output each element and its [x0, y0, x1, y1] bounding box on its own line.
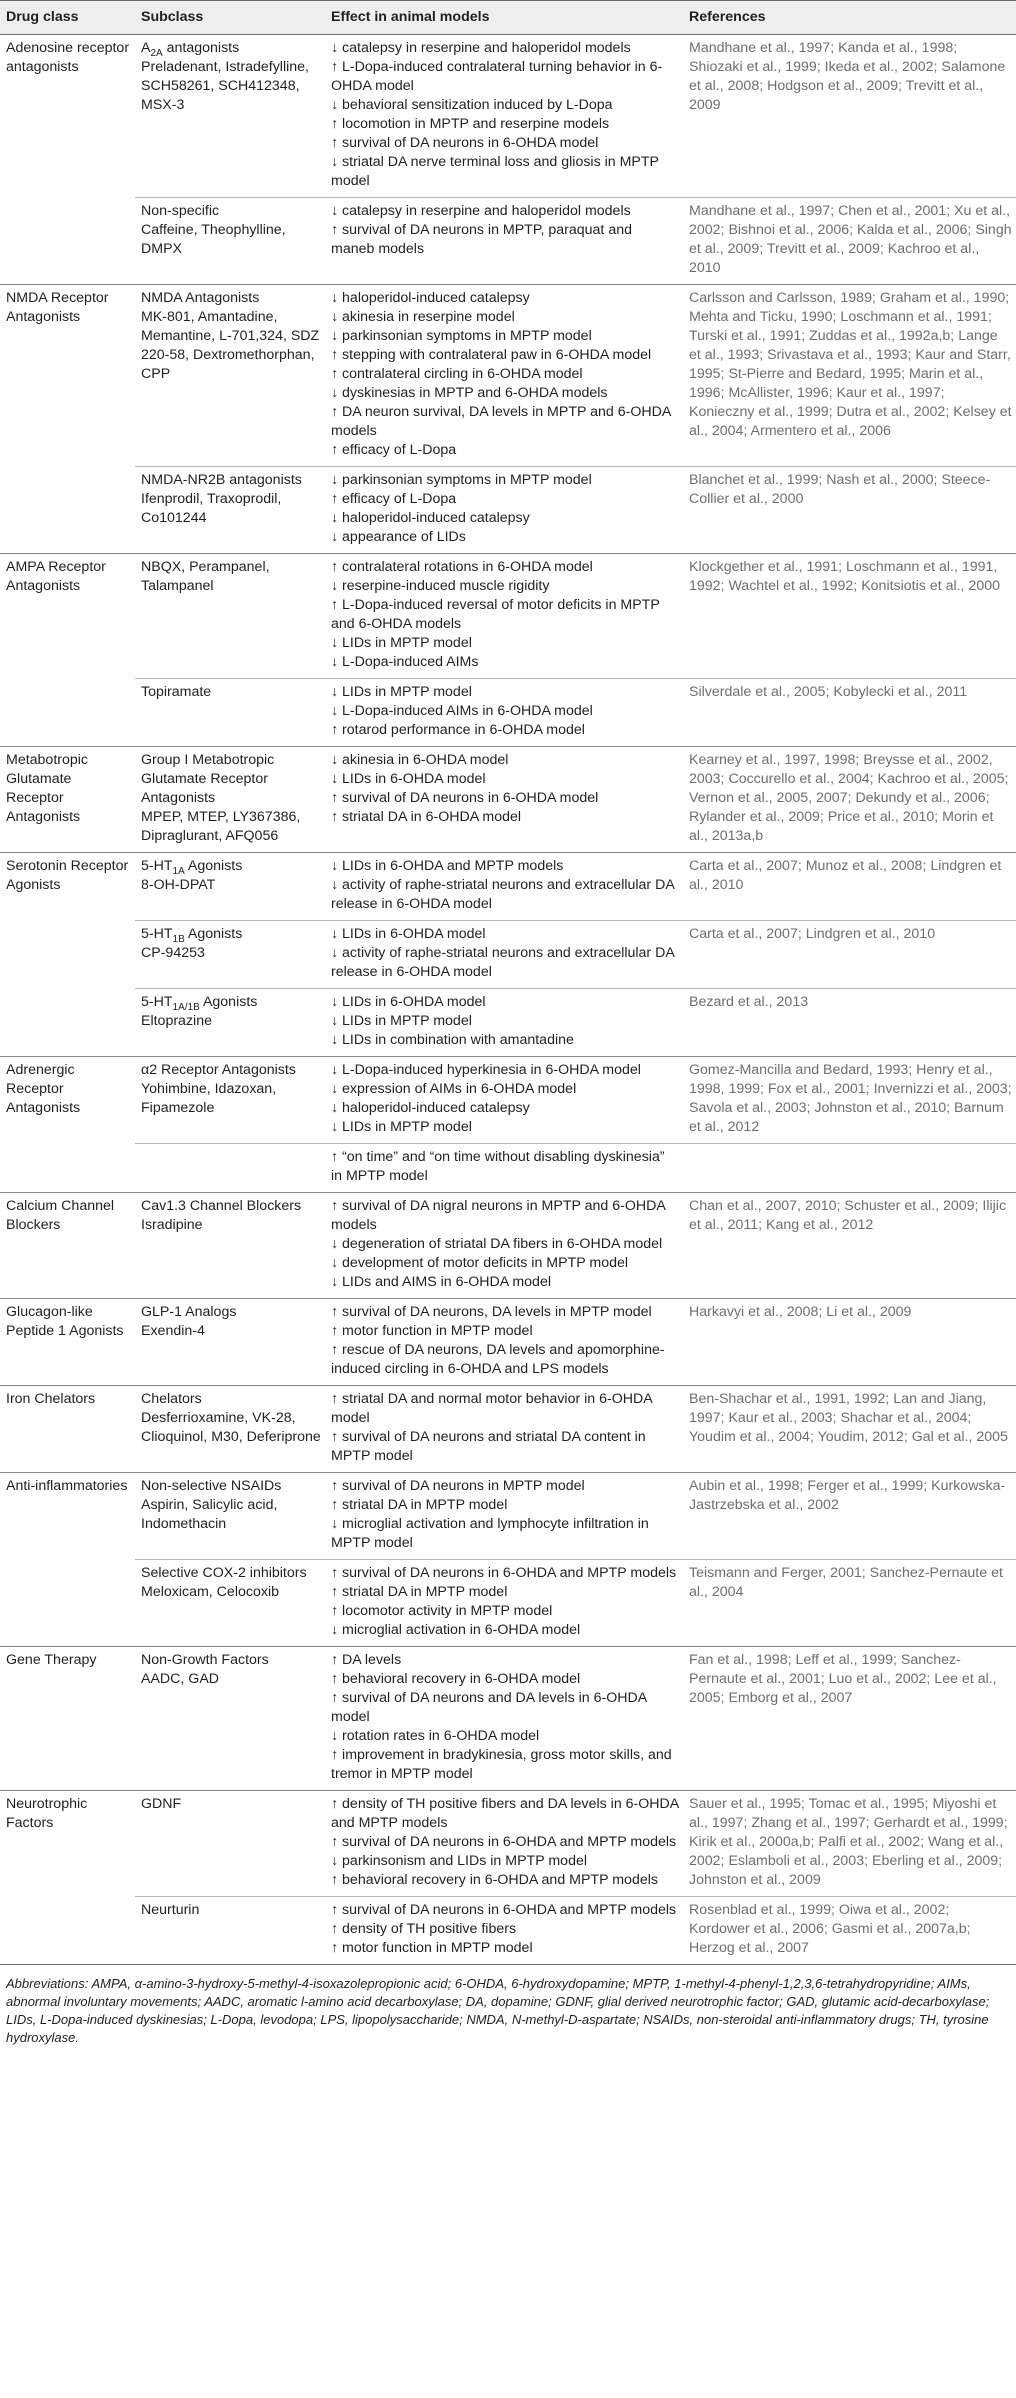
effect-item: ↓ L-Dopa-induced AIMs in 6-OHDA model [331, 703, 593, 719]
effect-item: ↓ akinesia in 6-OHDA model [331, 752, 509, 768]
effect-item: ↓ LIDs and AIMS in 6-OHDA model [331, 1274, 551, 1290]
effects-cell [325, 1473, 683, 1560]
effect-item: ↑ L-Dopa-induced contralateral turning behavior in 6-OHDA model [331, 59, 663, 94]
effect-item: ↓ parkinsonian symptoms in MPTP model [331, 328, 592, 344]
effects-cell [325, 853, 683, 921]
effects-cell [325, 35, 683, 198]
effects-cell [325, 1299, 683, 1386]
effect-item: ↑ behavioral recovery in 6-OHDA and MPTP models [331, 1872, 658, 1888]
effect-item: ↓ parkinsonism and LIDs in MPTP model [331, 1853, 588, 1869]
subclass-title: NBQX, Perampanel, Talampanel [141, 559, 270, 594]
effect-item: ↓ LIDs in MPTP model [331, 1013, 472, 1029]
effects-cell [325, 1144, 683, 1193]
table-row [0, 1386, 1016, 1473]
subclass-cell [135, 679, 325, 747]
effect-item: ↓ LIDs in MPTP model [331, 684, 472, 700]
effect-item: ↑ behavioral recovery in 6-OHDA model [331, 1671, 581, 1687]
table-row [0, 1560, 1016, 1647]
effect-item: ↓ parkinsonian symptoms in MPTP model [331, 472, 592, 488]
effect-item: ↓ activity of raphe-striatal neurons and extracellular DA release in 6-OHDA model [331, 877, 675, 912]
drug-class-cell: Iron Chelators [0, 1386, 135, 1473]
table-row [0, 921, 1016, 989]
subclass-title: GDNF [141, 1796, 182, 1812]
effect-item: ↓ haloperidol-induced catalepsy [331, 290, 530, 306]
drug-class-cell: Gene Therapy [0, 1647, 135, 1791]
effects-cell [325, 1897, 683, 1965]
effects-cell [325, 1560, 683, 1647]
effect-item: ↑ striatal DA and normal motor behavior in 6-OHDA model [331, 1391, 652, 1426]
subclass-cell [135, 1897, 325, 1965]
effect-item: ↓ development of motor deficits in MPTP model [331, 1255, 629, 1271]
references-cell: Mandhane et al., 1997; Chen et al., 2001; Xu et al., 2002; Bishnoi et al., 2006; Kalda et al., 2006; Singh et al., 2009; Trevitt et al., 2009; Kachroo et al., 2010 [683, 198, 1016, 285]
subclass-agents: Yohimbine, Idazoxan, Fipamezole [141, 1081, 277, 1116]
effect-item: ↑ contralateral rotations in 6-OHDA model [331, 559, 593, 575]
effect-item: ↑ rotarod performance in 6-OHDA model [331, 722, 585, 738]
effect-item: ↓ degeneration of striatal DA fibers in 6-OHDA model [331, 1236, 663, 1252]
effect-item: ↑ survival of DA neurons, DA levels in MPTP model [331, 1304, 652, 1320]
table-row [0, 747, 1016, 853]
references-cell: Aubin et al., 1998; Ferger et al., 1999; Kurkowska-Jastrzebska et al., 2002 [683, 1473, 1016, 1560]
subclass-title: Selective COX-2 inhibitors [141, 1565, 307, 1581]
references-cell: Mandhane et al., 1997; Kanda et al., 1998; Shiozaki et al., 1999; Ikeda et al., 2002; Salamone et al., 2008; Hodgson et al., 2009; Trevitt et al., 2009 [683, 35, 1016, 198]
table-row [0, 679, 1016, 747]
table-row [0, 554, 1016, 679]
subclass-title: Topiramate [141, 684, 212, 700]
effects-cell [325, 1647, 683, 1791]
subclass-title: $A_{2A}$ antagonists [141, 40, 240, 59]
table-row [0, 1193, 1016, 1299]
drug-class-cell: Serotonin Receptor Agonists [0, 853, 135, 921]
effects-cell [325, 989, 683, 1057]
effects-cell [325, 747, 683, 853]
drug-class-cell [0, 1144, 135, 1193]
references-cell: Bezard et al., 2013 [683, 989, 1016, 1057]
effect-item: ↓ haloperidol-induced catalepsy [331, 510, 530, 526]
header-effect: Effect in animal models [325, 1, 683, 35]
subclass-cell [135, 1386, 325, 1473]
drug-class-cell [0, 989, 135, 1057]
table-row [0, 853, 1016, 921]
subclass-cell [135, 1057, 325, 1144]
drug-class-cell [0, 198, 135, 285]
subclass-agents: Eltoprazine [141, 1013, 212, 1029]
subclass-title: $5-HT_{1A}$ Agonists [141, 858, 243, 877]
effects-cell [325, 198, 683, 285]
effect-item: ↓ catalepsy in reserpine and haloperidol models [331, 40, 631, 56]
subclass-cell [135, 747, 325, 853]
effect-item: ↓ rotation rates in 6-OHDA model [331, 1728, 540, 1744]
drug-class-cell: Adenosine receptor antagonists [0, 35, 135, 198]
effect-item: ↓ LIDs in 6-OHDA model [331, 771, 486, 787]
effects-cell [325, 1386, 683, 1473]
subclass-title: NMDA Antagonists [141, 290, 260, 306]
references-cell: Gomez-Mancilla and Bedard, 1993; Henry et al., 1998, 1999; Fox et al., 2001; Invernizzi et al., 2003; Savola et al., 2003; Johnston et al., 2010; Barnum et al., 2012 [683, 1057, 1016, 1144]
table-header-row [0, 1, 1016, 35]
references-cell: Carlsson and Carlsson, 1989; Graham et al., 1990; Mehta and Ticku, 1990; Loschmann et al., 1991; Turski et al., 1991; Zuddas et al., 1992a,b; Lange et al., 1993; Srivastava et al., 1993; Kaur and Starr, 1995; St-Pierre and Bedard, 1995; Marin et al., 1996; McAllister, 1996; Kaur et al., 1997; Konieczny et al., 1999; Dutra et al., 2002; Kelsey et al., 2004; Armentero et al., 2006 [683, 285, 1016, 467]
effect-item: ↓ activity of raphe-striatal neurons and extracellular DA release in 6-OHDA model [331, 945, 675, 980]
table-row [0, 285, 1016, 467]
subclass-cell [135, 467, 325, 554]
references-cell: Klockgether et al., 1991; Loschmann et al., 1991, 1992; Wachtel et al., 1992; Konitsiotis et al., 2000 [683, 554, 1016, 679]
subclass-title: Non-specific [141, 203, 220, 219]
effect-item: ↑ locomotor activity in MPTP model [331, 1603, 553, 1619]
effect-item: ↑ survival of DA neurons in 6-OHDA and MPTP models [331, 1902, 677, 1918]
drug-class-cell: Adrenergic Receptor Antagonists [0, 1057, 135, 1144]
effects-cell [325, 679, 683, 747]
effect-item: ↓ haloperidol-induced catalepsy [331, 1100, 530, 1116]
subclass-cell [135, 1473, 325, 1560]
effect-item: ↓ LIDs in 6-OHDA model [331, 926, 486, 942]
subclass-cell [135, 921, 325, 989]
effect-item: ↓ microglial activation in 6-OHDA model [331, 1622, 581, 1638]
subclass-cell [135, 1791, 325, 1897]
subclass-agents: AADC, GAD [141, 1671, 220, 1687]
references-cell: Ben-Shachar et al., 1991, 1992; Lan and Jiang, 1997; Kaur et al., 2003; Shachar et al., 2004; Youdim et al., 2004; Youdim, 2012; Gal et al., 2005 [683, 1386, 1016, 1473]
table-row [0, 1299, 1016, 1386]
drug-class-cell [0, 1560, 135, 1647]
subclass-agents: Ifenprodil, Traxoprodil, Co101244 [141, 491, 282, 526]
effect-item: ↑ L-Dopa-induced reversal of motor deficits in MPTP and 6-OHDA models [331, 597, 660, 632]
subclass-cell [135, 1193, 325, 1299]
effect-item: ↑ DA levels [331, 1652, 402, 1668]
references-cell: Silverdale et al., 2005; Kobylecki et al., 2011 [683, 679, 1016, 747]
references-cell: Harkavyi et al., 2008; Li et al., 2009 [683, 1299, 1016, 1386]
effect-item: ↓ L-Dopa-induced hyperkinesia in 6-OHDA model [331, 1062, 641, 1078]
effect-item: ↑ motor function in MPTP model [331, 1940, 533, 1956]
subclass-title: $5-HT_{1A/1B}$ Agonists [141, 994, 258, 1013]
effects-cell [325, 467, 683, 554]
subclass-cell [135, 853, 325, 921]
table-row [0, 1057, 1016, 1144]
subclass-agents: Meloxicam, Celocoxib [141, 1584, 279, 1600]
header-references: References [683, 1, 1016, 35]
effect-item: ↓ LIDs in combination with amantadine [331, 1032, 574, 1048]
effect-item: ↑ density of TH positive fibers and DA levels in 6-OHDA and MPTP models [331, 1796, 679, 1831]
table-row [0, 1647, 1016, 1791]
table-row [0, 1897, 1016, 1965]
drug-class-cell: Anti-inflammatories [0, 1473, 135, 1560]
table-row [0, 1791, 1016, 1897]
drug-class-cell [0, 1897, 135, 1965]
effect-item: ↑ survival of DA neurons in 6-OHDA model [331, 135, 599, 151]
effect-item: ↑ improvement in bradykinesia, gross motor skills, and tremor in MPTP model [331, 1747, 672, 1782]
effect-item: ↑ efficacy of L-Dopa [331, 442, 457, 458]
effect-item: ↓ reserpine-induced muscle rigidity [331, 578, 550, 594]
effect-item: ↑ “on time” and “on time without disabling dyskinesia” in MPTP model [331, 1149, 665, 1184]
subclass-cell [135, 1144, 325, 1193]
subclass-title: Chelators [141, 1391, 202, 1407]
effect-item: ↑ motor function in MPTP model [331, 1323, 533, 1339]
effects-cell [325, 554, 683, 679]
effect-item: ↑ efficacy of L-Dopa [331, 491, 457, 507]
table-row [0, 1144, 1016, 1193]
references-cell: Teismann and Ferger, 2001; Sanchez-Pernaute et al., 2004 [683, 1560, 1016, 1647]
subclass-agents: Preladenant, Istradefylline, SCH58261, SCH412348, MSX-3 [141, 59, 309, 113]
subclass-cell [135, 285, 325, 467]
effect-item: ↑ striatal DA in 6-OHDA model [331, 809, 522, 825]
references-cell: Blanchet et al., 1999; Nash et al., 2000; Steece-Collier et al., 2000 [683, 467, 1016, 554]
effect-item: ↓ LIDs in 6-OHDA model [331, 994, 486, 1010]
drug-class-cell: NMDA Receptor Antagonists [0, 285, 135, 467]
subclass-title: Cav1.3 Channel Blockers [141, 1198, 302, 1214]
subclass-cell [135, 198, 325, 285]
effect-item: ↑ density of TH positive fibers [331, 1921, 517, 1937]
subclass-agents: Exendin-4 [141, 1323, 205, 1339]
drug-class-cell: Neurotrophic Factors [0, 1791, 135, 1897]
subclass-title: NMDA-NR2B antagonists [141, 472, 302, 488]
subclass-agents: Desferrioxamine, VK-28, Clioquinol, M30, Deferiprone [141, 1410, 321, 1445]
effect-item: ↓ dyskinesias in MPTP and 6-OHDA models [331, 385, 608, 401]
effects-cell [325, 1057, 683, 1144]
effect-item: ↑ survival of DA neurons and striatal DA content in MPTP model [331, 1429, 646, 1464]
references-cell: Carta et al., 2007; Munoz et al., 2008; Lindgren et al., 2010 [683, 853, 1016, 921]
effect-item: ↓ LIDs in MPTP model [331, 1119, 472, 1135]
subclass-agents: Caffeine, Theophylline, DMPX [141, 222, 286, 257]
effect-item: ↓ LIDs in MPTP model [331, 635, 472, 651]
effect-item: ↓ behavioral sensitization induced by L-Dopa [331, 97, 613, 113]
effect-item: ↑ striatal DA in MPTP model [331, 1584, 508, 1600]
subclass-title: Non-selective NSAIDs [141, 1478, 282, 1494]
subclass-title: GLP-1 Analogs [141, 1304, 237, 1320]
effect-item: ↑ survival of DA neurons in 6-OHDA and MPTP models [331, 1834, 677, 1850]
effect-item: ↑ stepping with contralateral paw in 6-OHDA model [331, 347, 652, 363]
subclass-title: α2 Receptor Antagonists [141, 1062, 296, 1078]
table-row [0, 35, 1016, 198]
table-row [0, 467, 1016, 554]
drug-class-cell: AMPA Receptor Antagonists [0, 554, 135, 679]
subclass-agents: Aspirin, Salicylic acid, Indomethacin [141, 1497, 278, 1532]
effect-item: ↑ striatal DA in MPTP model [331, 1497, 508, 1513]
effects-cell [325, 921, 683, 989]
references-cell: Chan et al., 2007, 2010; Schuster et al., 2009; Ilijic et al., 2011; Kang et al., 2012 [683, 1193, 1016, 1299]
table-row [0, 1473, 1016, 1560]
subclass-title: $5-HT_{1B}$ Agonists [141, 926, 243, 945]
subclass-title: Non-Growth Factors [141, 1652, 269, 1668]
effects-cell [325, 285, 683, 467]
drug-class-cell [0, 921, 135, 989]
references-cell: Kearney et al., 1997, 1998; Breysse et al., 2002, 2003; Coccurello et al., 2004; Kachroo et al., 2005; Vernon et al., 2005, 2007; Dekundy et al., 2006; Rylander et al., 2009; Price et al., 2010; Morin et al., 2013a,b [683, 747, 1016, 853]
effect-item: ↑ survival of DA neurons in 6-OHDA and MPTP models [331, 1565, 677, 1581]
references-cell: Rosenblad et al., 1999; Oiwa et al., 2002; Kordower et al., 2006; Gasmi et al., 2007a,b; Herzog et al., 2007 [683, 1897, 1016, 1965]
table-row [0, 989, 1016, 1057]
subclass-cell [135, 1560, 325, 1647]
subclass-cell [135, 989, 325, 1057]
subclass-agents: CP-94253 [141, 945, 205, 961]
effects-cell [325, 1193, 683, 1299]
subclass-agents: 8-OH-DPAT [141, 877, 216, 893]
abbreviations-footnote: Abbreviations: AMPA, α-amino-3-hydroxy-5-methyl-4-isoxazolepropionic acid; 6-OHDA, 6-hydroxydopamine; MPTP, 1-methyl-4-phenyl-1,2,3,6-tetrahydropyridine; AIMs, abnormal involuntary movements; AADC, aromatic l-amino acid decarboxylase; DA, dopamine; GDNF, glial derived neurotrophic factor; GAD, glutamic acid-decarboxylase; LIDs, L-Dopa-induced dyskinesias; L-Dopa, levodopa; LPS, lipopolysaccharide; NMDA, N-methyl-D-aspartate; NSAIDs, non-steroidal anti-inflammatory drugs; TH, tyrosine hydroxylase. [0, 1964, 1016, 2047]
effect-item: ↑ locomotion in MPTP and reserpine models [331, 116, 610, 132]
subclass-cell [135, 554, 325, 679]
subclass-cell [135, 1299, 325, 1386]
header-drug-class: Drug class [0, 1, 135, 35]
effects-cell [325, 1791, 683, 1897]
effect-item: ↓ expression of AIMs in 6-OHDA model [331, 1081, 577, 1097]
effect-item: ↑ DA neuron survival, DA levels in MPTP and 6-OHDA models [331, 404, 671, 439]
drug-class-cell: Metabotropic Glutamate Receptor Antagonists [0, 747, 135, 853]
effect-item: ↓ appearance of LIDs [331, 529, 466, 545]
effect-item: ↓ L-Dopa-induced AIMs [331, 654, 479, 670]
drug-class-cell [0, 467, 135, 554]
effect-item: ↑ contralateral circling in 6-OHDA model [331, 366, 583, 382]
effect-item: ↑ survival of DA neurons in MPTP model [331, 1478, 585, 1494]
effect-item: ↓ akinesia in reserpine model [331, 309, 515, 325]
header-subclass: Subclass [135, 1, 325, 35]
effect-item: ↓ striatal DA nerve terminal loss and gliosis in MPTP model [331, 154, 659, 189]
references-cell: Fan et al., 1998; Leff et al., 1999; Sanchez-Pernaute et al., 2001; Luo et al., 2002; Lee et al., 2005; Emborg et al., 2007 [683, 1647, 1016, 1791]
table-row [0, 198, 1016, 285]
drug-class-cell: Glucagon-like Peptide 1 Agonists [0, 1299, 135, 1386]
drug-class-cell [0, 679, 135, 747]
effect-item: ↓ catalepsy in reserpine and haloperidol models [331, 203, 631, 219]
subclass-title: Group I Metabotropic Glutamate Receptor Antagonists [141, 752, 275, 806]
effect-item: ↑ survival of DA neurons and DA levels in 6-OHDA model [331, 1690, 647, 1725]
subclass-title: Neurturin [141, 1902, 200, 1918]
subclass-agents: MK-801, Amantadine, Memantine, L-701,324, SDZ 220-58, Dextromethorphan, CPP [141, 309, 320, 382]
references-cell: Carta et al., 2007; Lindgren et al., 2010 [683, 921, 1016, 989]
subclass-cell [135, 35, 325, 198]
subclass-agents: Isradipine [141, 1217, 203, 1233]
effect-item: ↑ rescue of DA neurons, DA levels and apomorphine-induced circling in 6-OHDA and LPS models [331, 1342, 665, 1377]
drug-class-cell: Calcium Channel Blockers [0, 1193, 135, 1299]
references-cell [683, 1144, 1016, 1193]
effect-item: ↑ survival of DA nigral neurons in MPTP and 6-OHDA models [331, 1198, 666, 1233]
subclass-cell [135, 1647, 325, 1791]
effect-item: ↑ survival of DA neurons in MPTP, paraquat and maneb models [331, 222, 632, 257]
subclass-agents: MPEP, MTEP, LY367386, Dipraglurant, AFQ056 [141, 809, 301, 844]
table-body [0, 35, 1016, 1965]
effect-item: ↓ LIDs in 6-OHDA and MPTP models [331, 858, 564, 874]
effect-item: ↑ survival of DA neurons in 6-OHDA model [331, 790, 599, 806]
references-cell: Sauer et al., 1995; Tomac et al., 1995; Miyoshi et al., 1997; Zhang et al., 1997; Gerhardt et al., 1999; Kirik et al., 2000a,b; Palfi et al., 2002; Wang et al., 2002; Eslamboli et al., 2003; Eberling et al., 2009; Johnston et al., 2009 [683, 1791, 1016, 1897]
effect-item: ↓ microglial activation and lymphocyte infiltration in MPTP model [331, 1516, 649, 1551]
